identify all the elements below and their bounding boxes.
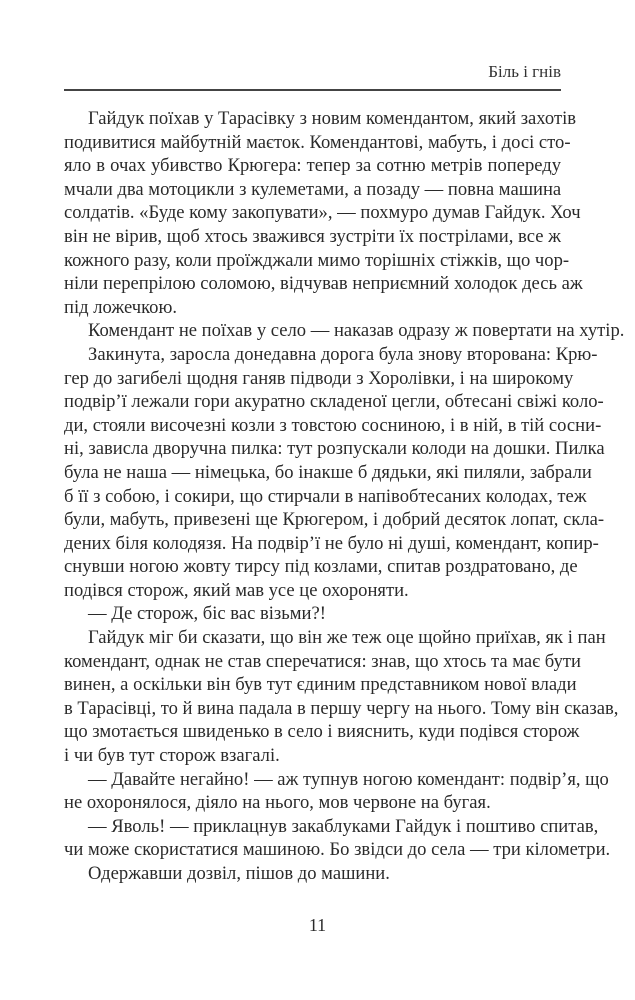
text-line: ди, стояли височезні козли з товстою сосниною, і в ній, в тій сосни- xyxy=(64,414,602,436)
paragraph xyxy=(64,602,561,626)
text-line: Гайдук міг би сказати, що він же теж оце щойно приїхав, як і пан xyxy=(88,627,606,649)
text-line: солдатів. «Буде кому закопувати», — похмуро думав Гайдук. Хоч xyxy=(64,202,581,224)
text-line: ні, зависла дворучна пилка: тут розпускали колоди на дошки. Пилка xyxy=(64,438,605,460)
text-line: комендант, однак не став сперечатися: знав, що хтось та має бути xyxy=(64,650,581,672)
paragraph xyxy=(64,768,609,815)
text-line: кожного разу, коли проїжджали мимо торішніх стіжків, що чор- xyxy=(64,249,570,271)
text-line: Комендант не поїхав у село — наказав одразу ж повертати на хутір. xyxy=(88,320,625,342)
text-line: винен, а оскільки він був тут єдиним представником нової влади xyxy=(64,674,577,696)
body-text xyxy=(64,107,625,886)
text-line: дених біля колодязя. На подвір’ї не було ні душі, комендант, копир- xyxy=(64,532,599,554)
page-number: 11 xyxy=(308,915,327,935)
running-head: Біль і гнів xyxy=(488,62,561,81)
text-line: мчали два мотоцикли з кулеметами, а позаду — повна машина xyxy=(64,178,562,200)
text-line: подивитися майбутній маєток. Комендантові, мабуть, і досі сто- xyxy=(64,131,571,153)
text-line: — Яволь! — приклацнув закаблуками Гайдук і поштиво спитав, xyxy=(88,815,599,837)
text-line: ніли перепрілою соломою, відчував неприємний холодок десь аж xyxy=(64,273,583,295)
text-line: подівся сторож, який мав усе це охороняти. xyxy=(64,579,409,601)
text-line: в Тарасівці, то й вина падала в першу чергу на нього. Тому він сказав, xyxy=(64,697,619,719)
text-line: під ложечкою. xyxy=(64,296,178,318)
text-line: що змотається швиденько в село і вияснить, куди подівся сторож xyxy=(64,721,580,743)
text-line: були, мабуть, привезені ще Крюгером, і добрий десяток лопат, скла- xyxy=(64,509,605,531)
text-line: снувши ногою жовту тирсу під козлами, спитав роздратовано, де xyxy=(64,556,578,578)
text-line: Одержавши дозвіл, пішов до машини. xyxy=(88,863,390,884)
text-line: — Давайте негайно! — аж тупнув ногою комендант: подвір’я, що xyxy=(88,768,609,790)
text-line: і чи був тут сторож взагалі. xyxy=(64,745,280,767)
text-line: була не наша — німецька, бо інакше б дядьки, які пиляли, забрали xyxy=(64,461,592,483)
text-line: яло в очах убивство Крюгера: тепер за сотню метрів попереду xyxy=(64,155,561,177)
paragraph xyxy=(64,862,561,886)
paragraph xyxy=(64,107,583,319)
paragraph xyxy=(64,815,611,862)
header-rule xyxy=(64,89,561,91)
text-line: б її з собою, і сокири, що стирчали в напівобтесаних колодах, теж xyxy=(64,485,587,507)
text-line: Гайдук поїхав у Тарасівку з новим комендантом, який захотів xyxy=(88,108,577,129)
paragraph xyxy=(64,343,605,603)
paragraph xyxy=(64,626,619,768)
text-line: чи може скористатися машиною. Бо звідси до села — три кілометри. xyxy=(64,839,611,861)
text-line: — Де сторож, біс вас візьми?! xyxy=(88,603,326,625)
text-line: подвір’ї лежали гори акуратно складеної цегли, обтесані свіжі коло- xyxy=(64,391,604,413)
text-line: не охоронялося, діяло на нього, мов червоне на бугая. xyxy=(64,792,491,814)
text-line: Закинута, заросла донедавна дорога була знову вторована: Крю- xyxy=(88,343,598,365)
text-line: він не вірив, щоб хтось зважився зустріти їх пострілами, все ж xyxy=(64,225,561,247)
paragraph xyxy=(64,319,625,343)
text-line: гер до загибелі щодня ганяв підводи з Хоролівки, і на широкому xyxy=(64,367,574,389)
